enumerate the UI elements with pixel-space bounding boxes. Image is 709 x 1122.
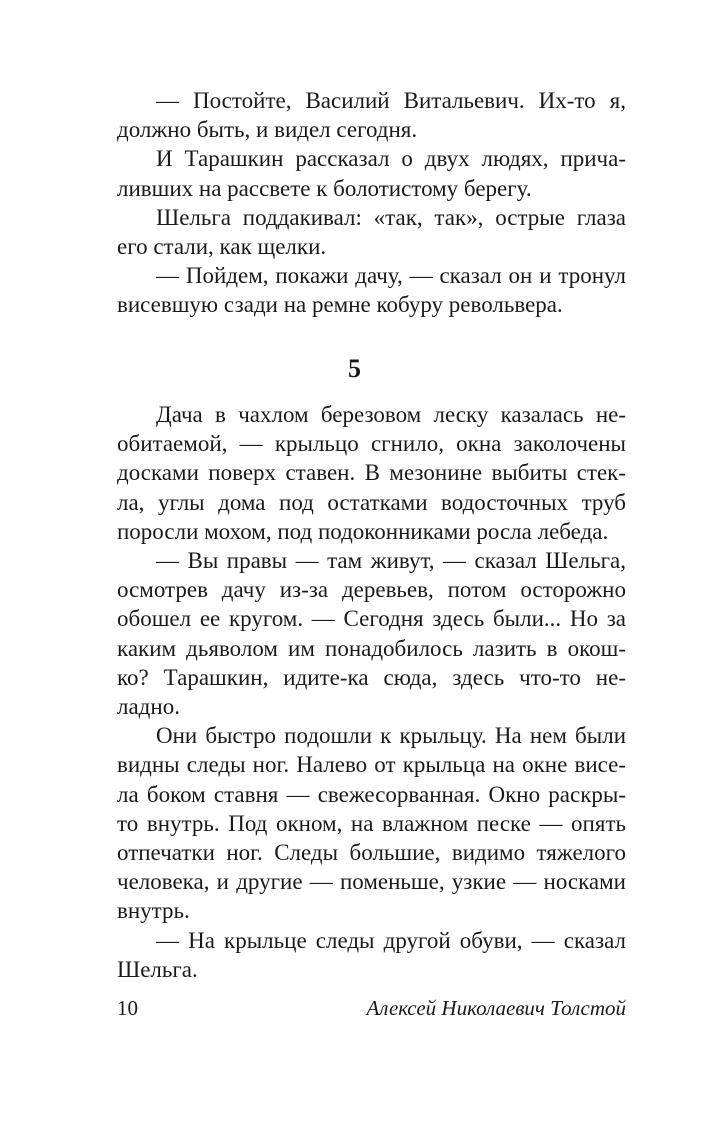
text-line: ладно. bbox=[117, 694, 180, 720]
text-line: досками поверх ставен. В мезонине выбиты стек- bbox=[117, 460, 626, 486]
text-line: ла боком ставня — свежесорванная. Окно раскры- bbox=[117, 781, 626, 807]
text-line: — Пойдем, покажи дачу, — сказал он и тронул bbox=[156, 263, 626, 289]
text-line: человека, и другие — поменьше, узкие — носками bbox=[117, 869, 626, 895]
text-line: обитаемой, — крыльцо сгнило, окна заколочены bbox=[117, 431, 626, 457]
text-line: видны следы ног. Налево от крыльца на окне висе- bbox=[117, 752, 626, 778]
text-line: Шельга. bbox=[117, 956, 198, 982]
text-line: ливших на рассвете к болотистому берегу. bbox=[117, 175, 532, 201]
text-line: ко? Тарашкин, идите-ка сюда, здесь что-то не- bbox=[117, 664, 626, 690]
text-line: Шельга поддакивал: «так, так», острые глаза bbox=[156, 204, 626, 230]
running-footer-author: Алексей Николаевич Толстой bbox=[366, 996, 626, 1020]
text-line: внутрь. bbox=[117, 898, 190, 924]
text-line: поросли мохом, под подоконниками росла лебеда. bbox=[117, 518, 609, 544]
text-line: — На крыльце следы другой обуви, — сказал bbox=[156, 927, 626, 953]
chapter-text-block bbox=[117, 400, 626, 984]
text-line: должно быть, и видел сегодня. bbox=[117, 117, 418, 143]
text-line: Дача в чахлом березовом леску казалась не- bbox=[156, 402, 626, 427]
text-line: осмотрев дачу из-за деревьев, потом осторожно bbox=[117, 577, 626, 603]
text-line: обошел ее кругом. — Сегодня здесь были... Но за bbox=[117, 606, 626, 632]
text-line: — Постойте, Василий Витальевич. Их-то я, bbox=[156, 88, 626, 113]
chapter-number: 5 bbox=[348, 354, 361, 383]
page-number: 10 bbox=[117, 996, 138, 1020]
text-line: висевшую сзади на ремне кобуру револьвера. bbox=[117, 292, 563, 318]
text-line: то внутрь. Под окном, на влажном песке — опять bbox=[117, 810, 626, 836]
text-line: И Тарашкин рассказал о двух людях, прича- bbox=[156, 146, 626, 172]
text-line: Они быстро подошли к крыльцу. На нем были bbox=[156, 723, 626, 749]
text-line: ла, углы дома под остатками водосточных труб bbox=[117, 489, 626, 515]
text-line: каким дьяволом им понадобилось лазить в окош- bbox=[117, 635, 626, 661]
top-text-block bbox=[117, 86, 626, 320]
text-line: — Вы правы — там живут, — сказал Шельга, bbox=[156, 548, 626, 574]
text-line: его стали, как щелки. bbox=[117, 234, 327, 260]
text-line: отпечатки ног. Следы большие, видимо тяжелого bbox=[117, 840, 626, 866]
